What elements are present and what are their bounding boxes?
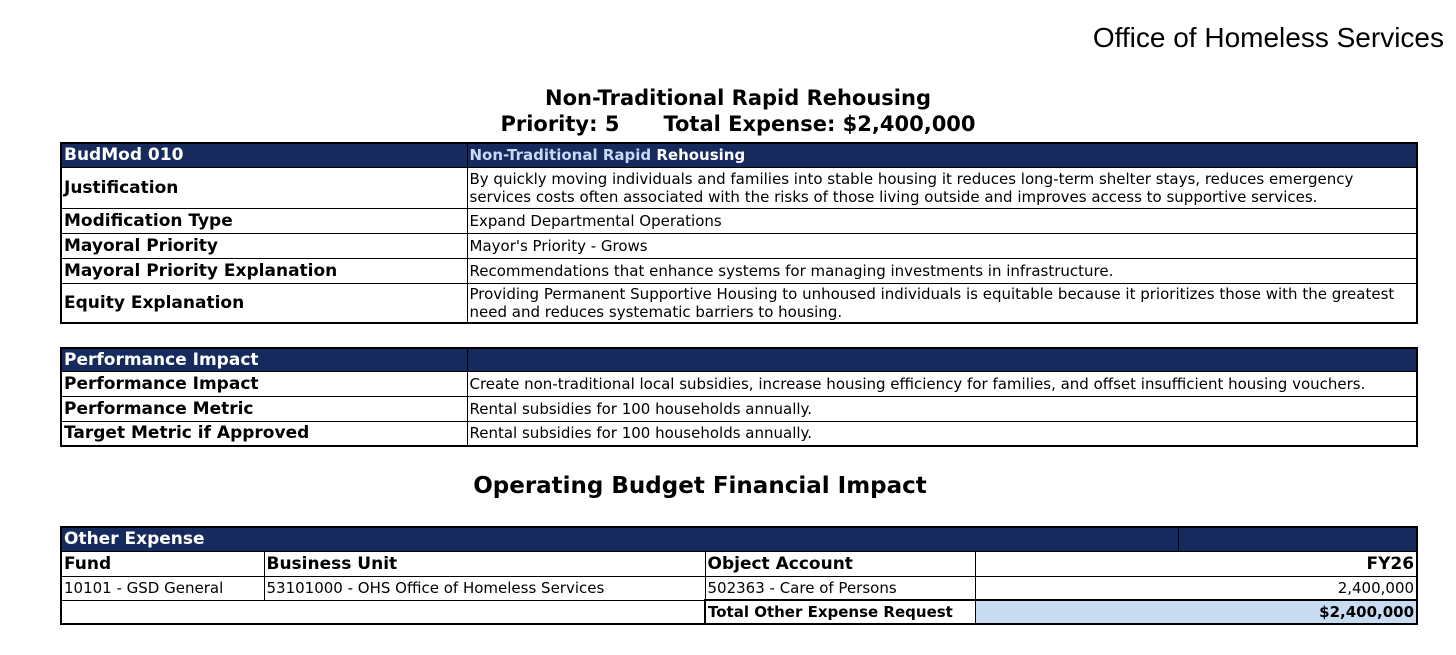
column-header-row [61, 551, 1417, 576]
table-row [61, 208, 1417, 233]
column-header-fund: Fund [61, 551, 264, 576]
table-row [61, 233, 1417, 258]
expense-header-blank [1178, 527, 1417, 551]
table-row [61, 258, 1417, 283]
row-value: Rental subsidies for 100 households annually. [467, 421, 1417, 446]
table-header-row [61, 143, 1417, 167]
table-row [61, 371, 1417, 396]
total-label: Total Other Expense Request [705, 600, 975, 624]
table-header-row [61, 348, 1417, 371]
table-row [61, 576, 1417, 600]
row-label: Justification [61, 167, 467, 208]
priority-summary [0, 112, 1456, 136]
total-expense-label: Total Expense: $2,400,000 [663, 112, 976, 136]
total-row-blank [61, 600, 264, 624]
row-value: Rental subsidies for 100 households annually. [467, 396, 1417, 421]
total-row [61, 600, 1417, 624]
cell-object-account: 502363 - Care of Persons [705, 576, 975, 600]
row-value: Expand Departmental Operations [467, 208, 1417, 233]
table-row [61, 396, 1417, 421]
table-row [61, 283, 1417, 323]
table-row [61, 421, 1417, 446]
cell-amount: 2,400,000 [975, 576, 1417, 600]
total-value: $2,400,000 [975, 600, 1417, 624]
row-value: By quickly moving individuals and families into stable housing it reduces long-term shelter stays, reduces emergency services costs often associated with the risks of those living outside and improves access to supportive services. [467, 167, 1417, 208]
row-label: Modification Type [61, 208, 467, 233]
column-header-object-account: Object Account [705, 551, 975, 576]
row-label: Performance Impact [61, 371, 467, 396]
budmod-name-part2: Rehousing [651, 146, 746, 165]
row-value: Providing Permanent Supportive Housing to unhoused individuals is equitable because it prioritizes those with the greatest need and reduces systematic barriers to housing. [467, 283, 1417, 323]
budget-modification-table [60, 142, 1418, 324]
financial-impact-title: Operating Budget Financial Impact [473, 473, 927, 499]
performance-header-blank [467, 348, 1417, 371]
expense-section-label: Other Expense [61, 527, 1178, 551]
row-value: Create non-traditional local subsidies, increase housing efficiency for families, and offset insufficient housing vouchers. [467, 371, 1417, 396]
row-label: Mayoral Priority [61, 233, 467, 258]
row-label: Mayoral Priority Explanation [61, 258, 467, 283]
total-row-blank [264, 600, 705, 624]
office-name: Office of Homeless Services [1092, 22, 1444, 53]
row-value: Mayor's Priority - Grows [467, 233, 1417, 258]
row-label: Target Metric if Approved [61, 421, 467, 446]
budmod-id: BudMod 010 [61, 143, 467, 167]
column-header-fy: FY26 [975, 551, 1417, 576]
page-title: Non-Traditional Rapid Rehousing [545, 86, 931, 110]
cell-fund: 10101 - GSD General [61, 576, 264, 600]
budmod-name [467, 143, 1417, 167]
expense-table [60, 526, 1418, 625]
cell-business-unit: 53101000 - OHS Office of Homeless Services [264, 576, 705, 600]
row-label: Equity Explanation [61, 283, 467, 323]
table-row [61, 167, 1417, 208]
priority-label: Priority: 5 [500, 112, 620, 136]
row-value: Recommendations that enhance systems for managing investments in infrastructure. [467, 258, 1417, 283]
performance-header: Performance Impact [61, 348, 467, 371]
table-header-row [61, 527, 1417, 551]
row-label: Performance Metric [61, 396, 467, 421]
column-header-business-unit: Business Unit [264, 551, 705, 576]
budmod-name-part1: Non-Traditional Rapid [469, 146, 652, 165]
performance-table [60, 347, 1418, 447]
